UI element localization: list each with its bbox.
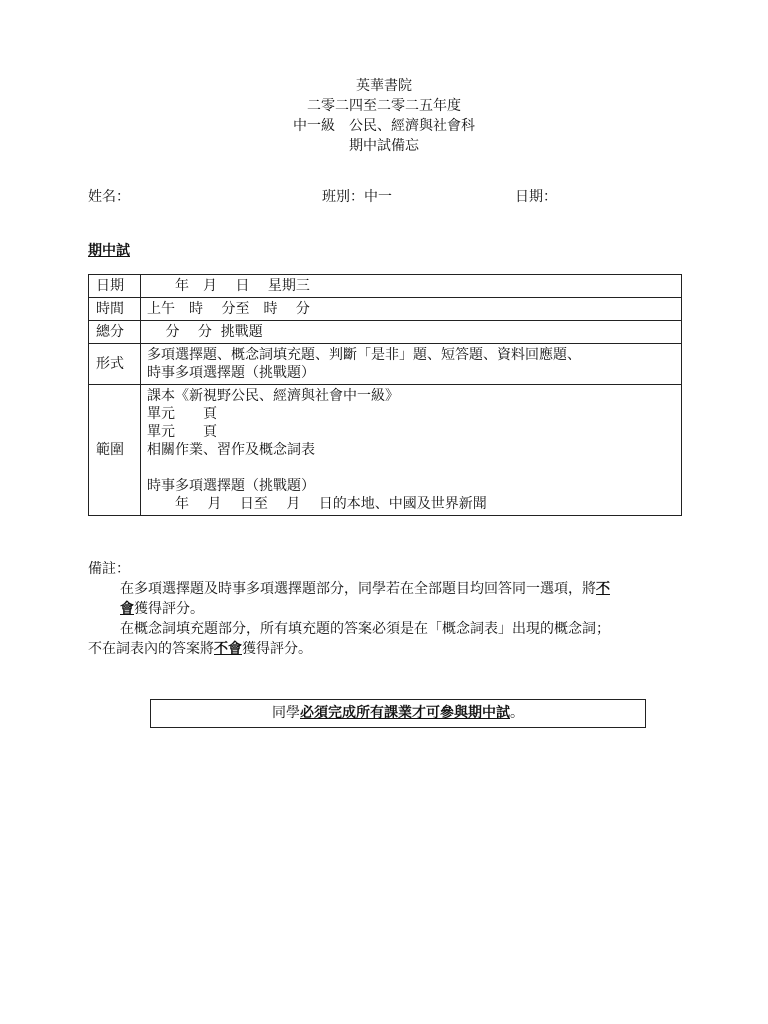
exam-details-table — [88, 274, 682, 516]
table-row-format — [89, 344, 682, 385]
document-header — [0, 76, 768, 156]
format-row-label: 形式 — [89, 344, 141, 385]
date-row-value — [141, 275, 682, 298]
scope-line-3: 單元 頁 — [147, 424, 217, 440]
class-label: 班別：中一 — [322, 189, 392, 205]
format-line-2: 時事多項選擇題（挑戰題） — [147, 365, 315, 381]
scope-line-1: 課本《新視野公民、經濟與社會中一級》 — [147, 388, 399, 404]
note-2 — [88, 619, 688, 639]
date-value: 年 月 日 星期三 — [147, 278, 310, 294]
time-value: 上午 時 分至 時 分 — [147, 301, 310, 317]
note-1-end: 獲得評分。 — [134, 601, 204, 617]
note-1-line-2 — [120, 599, 688, 619]
scope-line-4: 相關作業、習作及概念詞表 — [147, 442, 315, 458]
academic-year: 二零二四至二零二五年度 — [307, 98, 461, 114]
requirement-notice-box — [150, 699, 646, 728]
score-value: 分 分 挑戰題 — [147, 324, 263, 340]
school-name: 英華書院 — [356, 78, 412, 94]
score-row-label: 總分 — [89, 321, 141, 344]
section-title: 期中試 — [88, 243, 130, 259]
note-2-text: 不在詞表內的答案將 — [88, 641, 214, 657]
format-row-value — [141, 344, 682, 385]
notes-section — [88, 559, 688, 659]
student-info-row — [0, 186, 768, 206]
note-1-text: 在多項選擇題及時事多項選擇題部分，同學若在全部題目均回答同一選項，將 — [120, 581, 596, 597]
note-2-continued — [88, 639, 688, 659]
notice-emphasis: 必須完成所有課業才可參與期中試 — [300, 705, 510, 721]
scope-line-6: 時事多項選擇題（挑戰題） — [147, 478, 315, 494]
format-line-1: 多項選擇題、概念詞填充題、判斷「是非」題、短答題、資料回應題、 — [147, 347, 581, 363]
subject-title: 中一級 公民、經濟與社會科 — [293, 118, 475, 134]
note-2-emphasis: 不會 — [214, 641, 242, 657]
scope-line-7: 年 月 日至 月 日的本地、中國及世界新聞 — [147, 496, 487, 512]
note-1-emphasis-b: 會 — [120, 601, 134, 617]
notice-suffix: 。 — [510, 705, 524, 721]
note-1-emphasis-a: 不 — [596, 581, 610, 597]
table-row-scope — [89, 385, 682, 516]
scope-row-value — [141, 385, 682, 516]
date-row-label: 日期 — [89, 275, 141, 298]
score-row-value — [141, 321, 682, 344]
date-label: 日期： — [515, 189, 557, 205]
scope-line-5 — [147, 459, 681, 477]
table-row-score — [89, 321, 682, 344]
note-1 — [88, 579, 688, 619]
note-2-end: 獲得評分。 — [242, 641, 312, 657]
scope-row-label: 範圍 — [89, 385, 141, 516]
note-2-line-1: 在概念詞填充題部分，所有填充題的答案必須是在「概念詞表」出現的概念詞； — [120, 621, 610, 637]
scope-line-2: 單元 頁 — [147, 406, 217, 422]
table-row-time — [89, 298, 682, 321]
notice-prefix: 同學 — [272, 705, 300, 721]
name-label: 姓名： — [88, 189, 130, 205]
notes-title: 備註： — [88, 561, 130, 577]
time-row-label: 時間 — [89, 298, 141, 321]
memo-title: 期中試備忘 — [349, 138, 419, 154]
time-row-value — [141, 298, 682, 321]
note-2-line-2 — [88, 639, 688, 659]
note-1-line-1 — [120, 579, 688, 599]
table-row-date — [89, 275, 682, 298]
